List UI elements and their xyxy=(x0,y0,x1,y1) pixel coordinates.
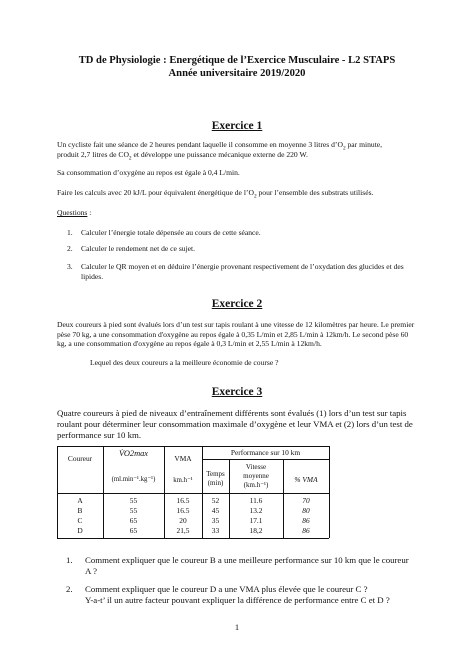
table-cell: 17.1 xyxy=(249,516,263,525)
table-perf-divider xyxy=(202,459,329,460)
ex1-p1-text-c: produit 2,7 litres de CO xyxy=(57,149,129,159)
ex3-question-2 xyxy=(85,584,425,606)
table-cell: 70 xyxy=(302,496,310,505)
header-vma: VMA xyxy=(174,454,192,463)
ex2-paragraph: Deux coureurs à pied sont évalués lors d’un test sur tapis roulant à une vitesse de 12 kilomètres par heure. Le premier pèse 70 kg, a une consommation d'oxygène au repos égale à 0,35 L/min et 2,85 L/min à 12km/h. Le second pèse 60 kg, a une consommation d'oxygène au repos égale à 0,3 L/min et 2,55 L/min à 12km/h. xyxy=(57,320,415,349)
ex1-p1-text-d: et développe une puissance mécanique externe de 220 W. xyxy=(131,149,308,159)
table-cell: 11.6 xyxy=(249,496,263,505)
table-cell: 52 xyxy=(211,496,220,505)
ex3-q1-line-2: A ? xyxy=(85,565,97,576)
table-cell: 65 xyxy=(129,526,138,535)
ex1-p1-text-b: par minute, xyxy=(345,140,383,149)
table-cell: 55 xyxy=(129,496,138,505)
list-number: 2. xyxy=(67,244,73,253)
exercise-1-title: Exercice 1 xyxy=(211,120,263,132)
table-cell: D xyxy=(77,526,83,535)
table-cell: 80 xyxy=(302,506,310,515)
header-temps-unit: (min) xyxy=(207,479,224,487)
ex1-paragraph-2: Sa consommation d’oxygène au repos est égale à 0,4 L/min. xyxy=(57,168,240,177)
questions-heading xyxy=(57,208,422,218)
ex1-paragraph-1: Un cycliste fait une séance de 2 heures pendant laquelle il consomme en moyenne 3 litres $d’O_2$ par minute, produit 2,7 litres de $CO_2$ et développe une puissance mécanique externe de 220 W. xyxy=(57,140,383,162)
table-cell: 16.5 xyxy=(176,496,190,505)
ex1-p3-text-a: Faire les calculs avec 20 kJ/L pour équivalent énergétique de l’O xyxy=(57,188,254,197)
ex3-q2-line-1: Comment expliquer que le coureur D a une VMA plus élevée que le coureur C ? xyxy=(85,584,368,594)
academic-year: Année universitaire 2019/2020 xyxy=(168,68,306,79)
table-cell: 20 xyxy=(179,516,187,525)
table-cell: 86 xyxy=(302,526,310,535)
table-border-bottom xyxy=(57,538,329,539)
ex3-q2-line-2: Y-a-t’ il un autre facteur pouvant expliquer la différence de performance entre C et D ? xyxy=(85,594,390,605)
table-cell: 13.2 xyxy=(249,506,263,515)
ex1-p1-text-a: Un cycliste fait une séance de 2 heures pendant laquelle il consomme en moyenne 3 litres d’O xyxy=(57,140,343,149)
table-cell: 21,5 xyxy=(176,526,190,535)
header-pct-vma: % VMA xyxy=(294,475,318,484)
table-border-right xyxy=(329,446,330,538)
table-cell: 45 xyxy=(211,506,220,515)
ex3-question-2-number: 2. xyxy=(66,584,73,594)
table-cell: 16.5 xyxy=(176,506,190,515)
table-cell: 33 xyxy=(211,526,220,535)
list-text: Calculer le rendement net de ce sujet. xyxy=(81,244,196,253)
header-vitesse-unit: (km.h⁻¹) xyxy=(243,481,269,489)
header-temps: Temps xyxy=(206,470,225,478)
header-vitesse-1: Vitesse xyxy=(245,463,267,471)
table-cell: A xyxy=(77,496,83,505)
header-performance: Performance sur 10 km xyxy=(230,448,301,457)
ex3-question-1-number: 1. xyxy=(66,555,73,565)
table-cell: C xyxy=(77,516,83,525)
header-vma-unit: km.h⁻¹ xyxy=(173,477,193,484)
list-number: 3. xyxy=(67,262,73,271)
list-text: Calculer l’énergie totale dépensée au cours de cette séance. xyxy=(81,228,261,237)
header-vo2max: V̇O2max xyxy=(118,449,149,458)
ex3-q1-line-1: Comment expliquer que le coureur B a une meilleure performance sur 10 km que le coureur xyxy=(85,555,409,565)
exercise-3-title: Exercice 3 xyxy=(211,386,263,398)
table-border-top xyxy=(57,446,329,447)
ex3-paragraph: Quatre coureurs à pied de niveaux d’entraînement différents sont évalués (1) lors d’un test sur tapis roulant pour déterminer leur consommation maximale d’oxygène et leur VMA et (2) lors d’un test de performance sur 10 km. xyxy=(57,408,413,440)
page-number: 1 xyxy=(234,622,240,632)
table-cell: 35 xyxy=(211,516,220,525)
list-number: 1. xyxy=(67,228,73,237)
table-cell: 55 xyxy=(129,506,138,515)
table-cell: 18,2 xyxy=(249,526,263,535)
table-cell: 86 xyxy=(302,516,310,525)
ex3-question-1 xyxy=(85,555,425,577)
header-vo2-unit: (ml.min⁻¹.kg⁻¹) xyxy=(111,476,156,483)
questions-colon: : xyxy=(87,208,92,217)
table-cell: B xyxy=(77,506,83,515)
list-text: Calculer le QR moyen et en déduire l’énergie provenant respectivement de l’oxydation des glucides et des lipides. xyxy=(81,262,404,281)
document-title: TD de Physiologie : Energétique de l’Exercice Musculaire - L2 STAPS xyxy=(78,55,396,66)
questions-label: Questions xyxy=(57,208,88,217)
table-cell: 65 xyxy=(129,516,138,525)
header-coureur: Coureur xyxy=(67,454,93,463)
exercise-2-title: Exercice 2 xyxy=(211,298,263,310)
ex1-paragraph-3: Faire les calculs avec 20 kJ/L pour équivalent énergétique de $l’O_2$ pour l’ensemble des substrats utilisés. xyxy=(57,188,374,200)
ex2-question: Lequel des deux coureurs a la meilleure économie de course ? xyxy=(90,358,279,367)
ex1-p3-text-b: pour l’ensemble des substrats utilisés. xyxy=(256,188,374,197)
table-header-bottom xyxy=(57,493,329,494)
header-vitesse-2: moyenne xyxy=(243,472,269,480)
results-table xyxy=(57,446,329,538)
